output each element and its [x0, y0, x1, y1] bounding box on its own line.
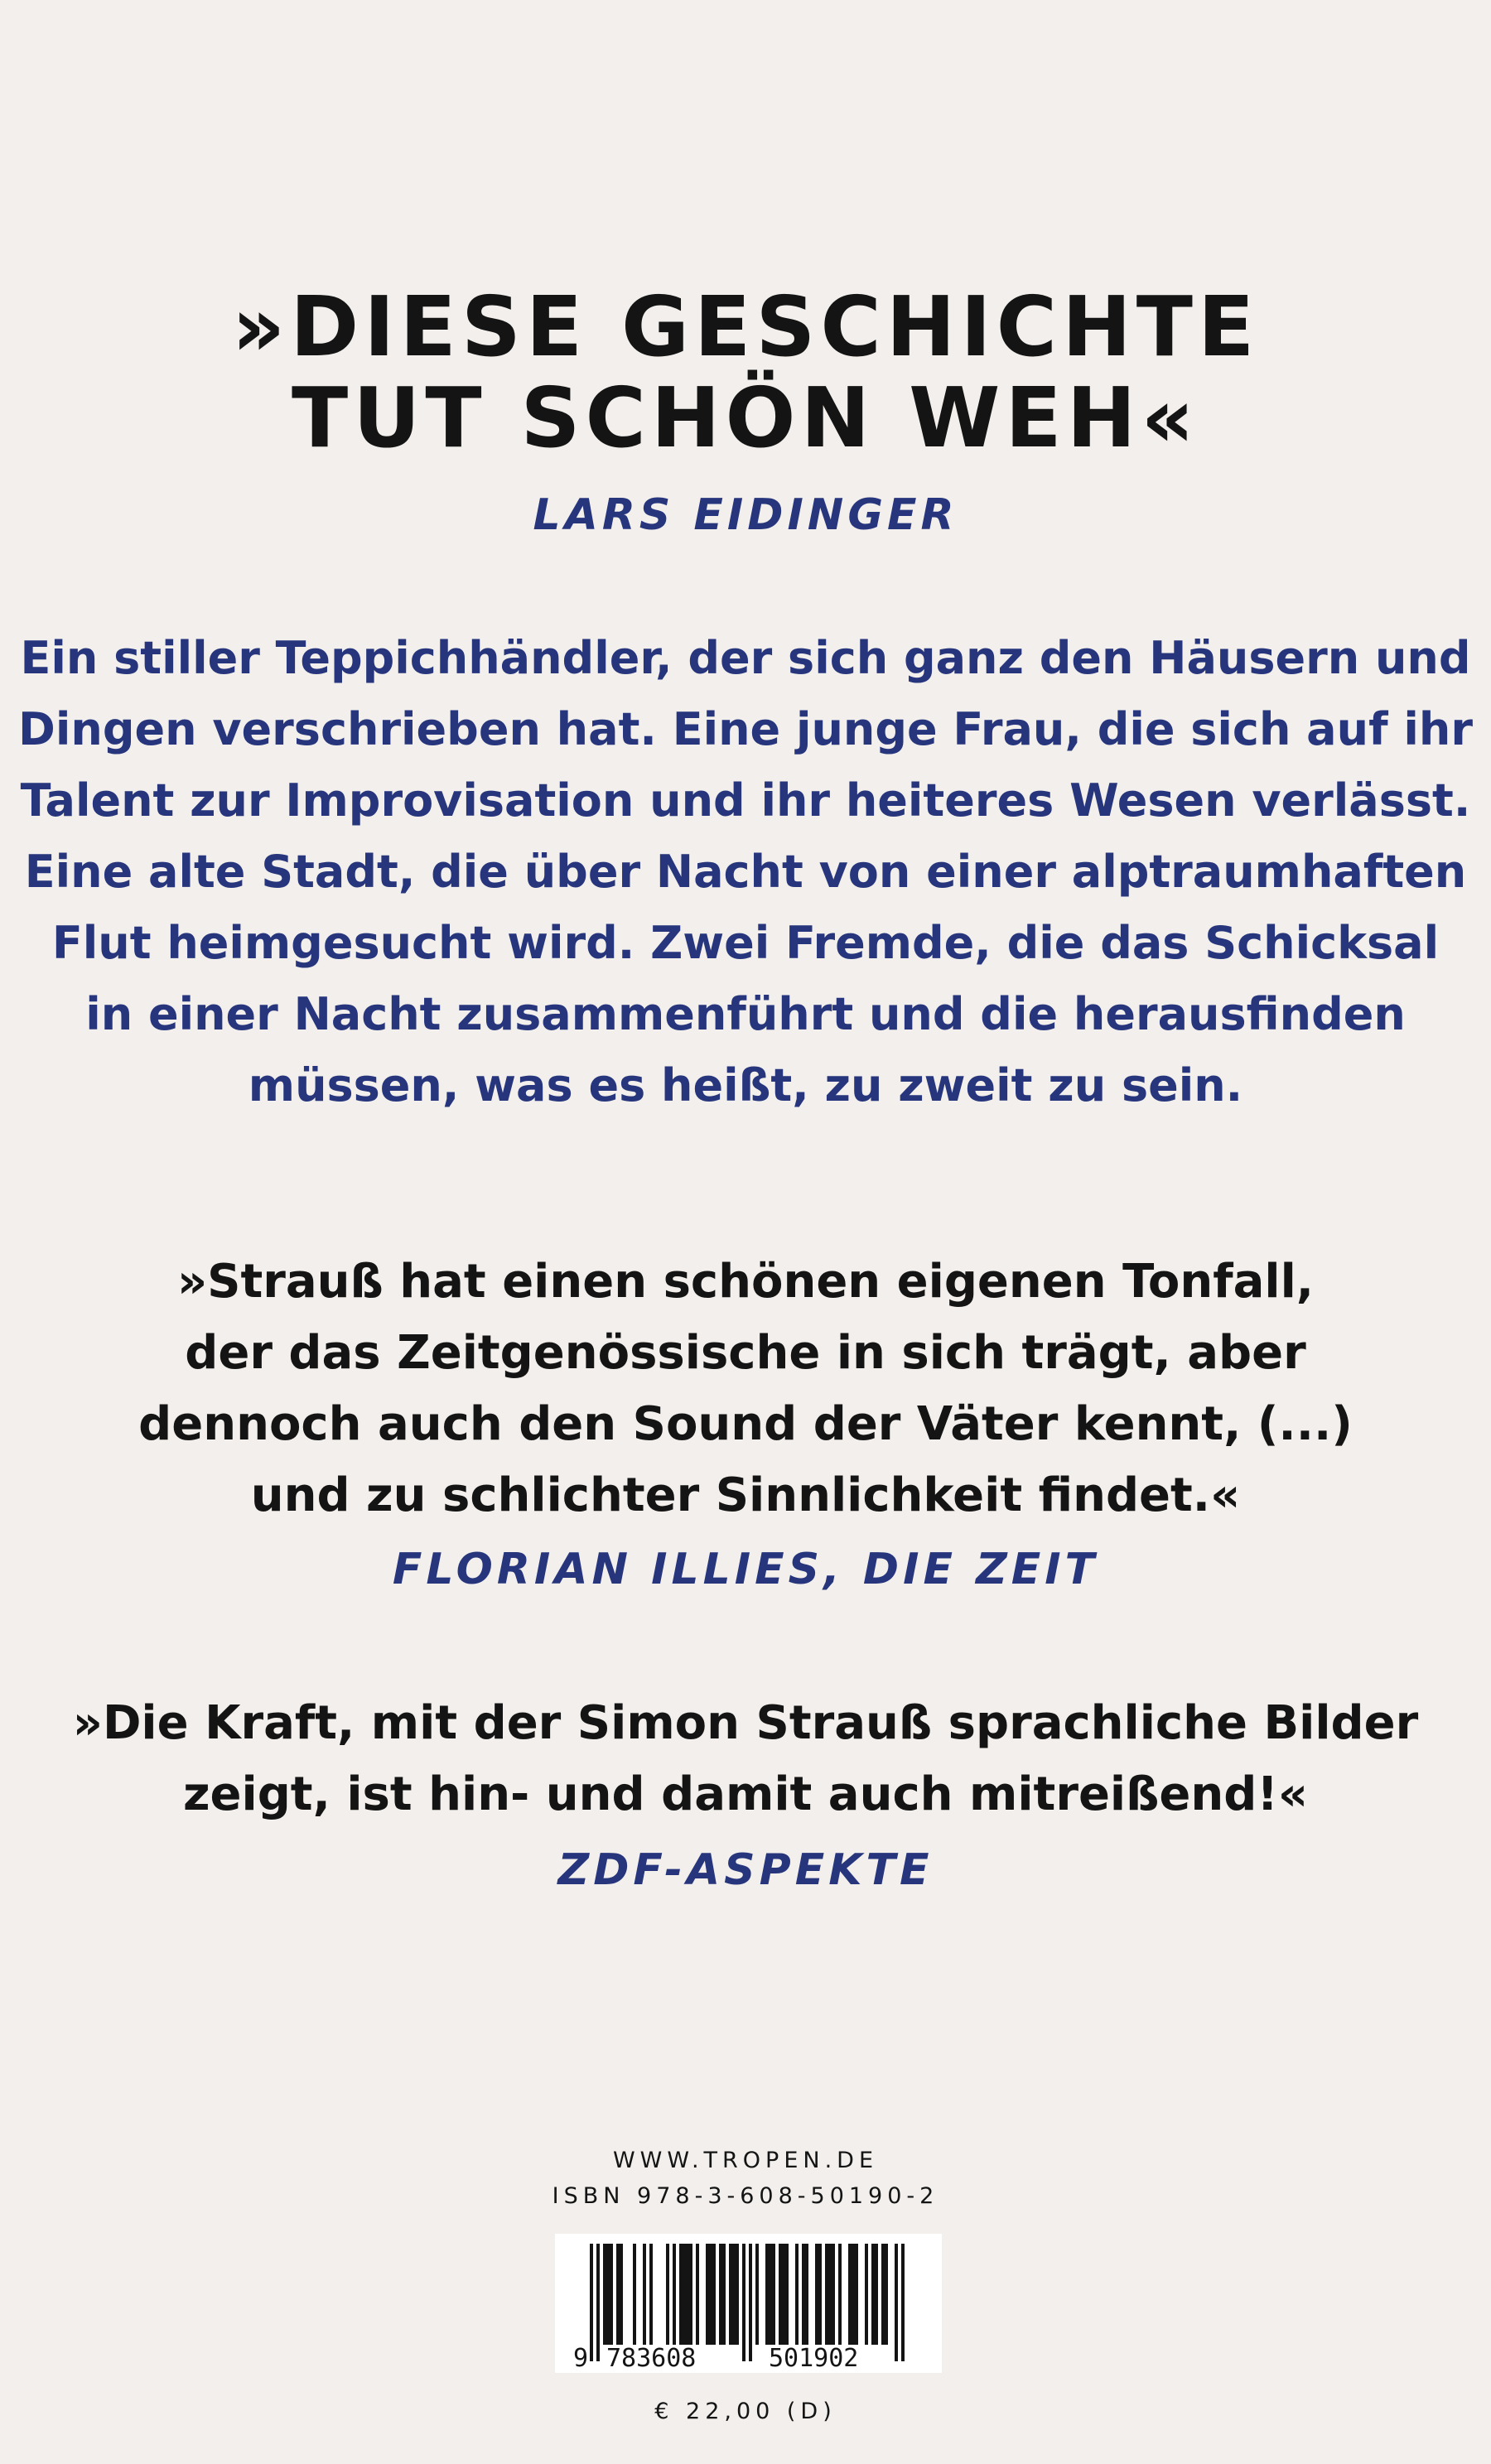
quote-line: »Strauß hat einen schönen eigenen Tonfall, — [176, 1255, 1315, 1309]
barcode-bar — [679, 2244, 683, 2345]
barcode-bar — [848, 2244, 852, 2345]
barcode-bar — [865, 2244, 868, 2345]
barcode-bar — [749, 2244, 752, 2361]
barcode-bar — [666, 2244, 669, 2345]
barcode-bar — [782, 2244, 785, 2345]
barcode-bar — [875, 2244, 878, 2345]
quote-line: dennoch auch den Sound der Väter kennt, (...) — [138, 1397, 1353, 1451]
barcode-bar — [719, 2244, 722, 2345]
barcode-bar — [616, 2244, 620, 2345]
barcode-bar — [818, 2244, 822, 2345]
barcode-bar — [785, 2244, 789, 2345]
barcode-bar — [633, 2244, 636, 2345]
barcode-bar — [855, 2244, 858, 2345]
barcode-bar — [802, 2244, 805, 2345]
blurb-line: Eine alte Stadt, die über Nacht von einer alptraumhaften — [24, 846, 1467, 898]
quote-line: »Die Kraft, mit der Simon Strauß sprachliche Bilder — [72, 1696, 1419, 1750]
barcode-bar — [689, 2244, 692, 2345]
barcode-bar — [828, 2244, 832, 2345]
blurb-line: Flut heimgesucht wird. Zwei Fremde, die das Schicksal — [51, 917, 1440, 969]
quote-line: und zu schlichter Sinnlichkeit findet.« — [250, 1468, 1241, 1522]
barcode-bar — [643, 2244, 646, 2345]
blurb-line: Ein stiller Teppichhändler, der sich ganz den Häusern und — [20, 632, 1471, 684]
barcode-bar — [736, 2244, 739, 2345]
barcode-bar — [885, 2244, 888, 2345]
barcode-bar — [742, 2244, 746, 2361]
barcode-digit-first: 9 — [573, 2344, 589, 2373]
headline-line: TUT SCHÖN WEH« — [292, 369, 1199, 466]
headline-attribution: LARS EIDINGER — [533, 490, 958, 540]
headline — [0, 278, 1491, 466]
blurb-line: Dingen verschrieben hat. Eine junge Frau, die sich auf ihr — [18, 703, 1473, 755]
barcode-bar — [755, 2244, 759, 2345]
barcode-bar — [765, 2244, 769, 2345]
barcode-bar — [729, 2244, 732, 2345]
barcode-bar — [712, 2244, 716, 2345]
barcode-bar — [709, 2244, 712, 2345]
barcode-bar — [772, 2244, 775, 2345]
barcode-bar — [683, 2244, 686, 2345]
barcode-digits-left: 783608 — [606, 2344, 697, 2373]
barcode — [555, 2234, 942, 2373]
barcode-digits-right: 501902 — [769, 2344, 859, 2373]
quote-line: der das Zeitgenössische in sich trägt, aber — [185, 1326, 1306, 1380]
barcode-bar — [722, 2244, 726, 2345]
review-attribution-1: FLORIAN ILLIES, DIE ZEIT — [392, 1545, 1099, 1594]
barcode-bar — [649, 2244, 653, 2345]
headline-line: »DIESE GESCHICHTE — [231, 278, 1260, 375]
review-quote-2 — [0, 1688, 1491, 1830]
review-attribution-2: ZDF-ASPEKTE — [557, 1845, 934, 1895]
barcode-bar — [596, 2244, 600, 2361]
barcode-bar — [769, 2244, 772, 2345]
review-quote-1 — [0, 1246, 1491, 1531]
barcode-bar — [901, 2244, 905, 2361]
barcode-bar — [805, 2244, 808, 2345]
barcode-bar — [815, 2244, 818, 2345]
blurb-line: müssen, was es heißt, zu zweit zu sein. — [248, 1059, 1243, 1111]
barcode-bar — [881, 2244, 885, 2345]
barcode-bar — [871, 2244, 875, 2345]
barcode-bar — [620, 2244, 623, 2345]
barcode-bar — [603, 2244, 606, 2345]
publisher-website: WWW.TROPEN.DE — [612, 2148, 879, 2173]
quote-line: zeigt, ist hin- und damit auch mitreißend!« — [182, 1767, 1309, 1821]
barcode-graphic — [555, 2234, 942, 2373]
barcode-bar — [686, 2244, 689, 2345]
isbn-number: ISBN 978-3-608-50190-2 — [552, 2183, 939, 2209]
barcode-bar — [732, 2244, 736, 2345]
blurb-line: Talent zur Improvisation und ihr heiteres Wesen verlässt. — [20, 774, 1471, 827]
barcode-bar — [610, 2244, 613, 2345]
barcode-bar — [590, 2244, 593, 2361]
blurb-line: in einer Nacht zusammenführt und die herausfinden — [85, 988, 1406, 1040]
barcode-bar — [825, 2244, 828, 2345]
barcode-bar — [895, 2244, 898, 2361]
barcode-bar — [795, 2244, 799, 2345]
barcode-bar — [852, 2244, 855, 2345]
barcode-bar — [832, 2244, 835, 2345]
barcode-bar — [696, 2244, 699, 2345]
barcode-bar — [706, 2244, 709, 2345]
barcode-bar — [779, 2244, 782, 2345]
barcode-bar — [673, 2244, 676, 2345]
barcode-bar — [838, 2244, 842, 2345]
barcode-bar — [606, 2244, 610, 2345]
price: € 22,00 (D) — [654, 2399, 837, 2424]
blurb-text — [0, 623, 1491, 1121]
